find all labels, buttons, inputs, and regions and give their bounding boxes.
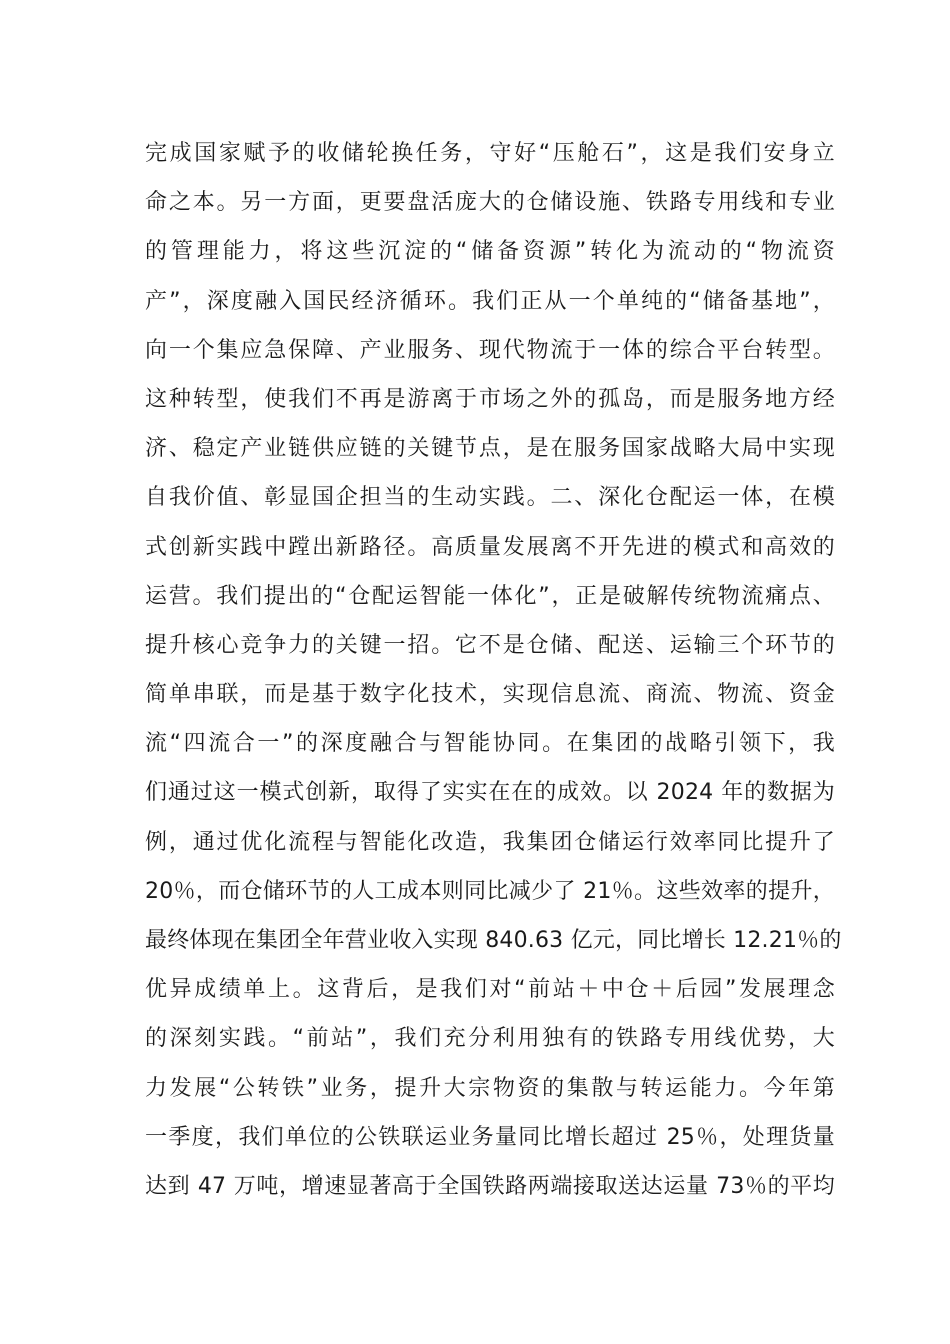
text-line: 力发展“公转铁”业务，提升大宗物资的集散与转运能力。今年第 [145, 1075, 835, 1101]
text-line: 达到 47 万吨，增速显著高于全国铁路两端接取送达运量 73％的平均 [145, 1173, 835, 1199]
text-line: 例，通过优化流程与智能化改造，我集团仓储运行效率同比提升了 [145, 829, 835, 855]
text-line: 向一个集应急保障、产业服务、现代物流于一体的综合平台转型。 [145, 337, 835, 363]
text-line: 产”，深度融入国民经济循环。我们正从一个单纯的“储备基地”， [145, 288, 835, 314]
text-line: 的深刻实践。“前站”，我们充分利用独有的铁路专用线优势，大 [145, 1026, 835, 1052]
text-line: 式创新实践中蹚出新路径。高质量发展离不开先进的模式和高效的 [145, 534, 835, 560]
text-line: 运营。我们提出的“仓配运智能一体化”，正是破解传统物流痛点、 [145, 583, 835, 609]
text-line: 的管理能力，将这些沉淀的“储备资源”转化为流动的“物流资 [145, 239, 835, 265]
text-line: 们通过这一模式创新，取得了实实在在的成效。以 2024 年的数据为 [145, 780, 835, 806]
text-line: 命之本。另一方面，更要盘活庞大的仓储设施、铁路专用线和专业 [145, 190, 835, 216]
text-line: 完成国家赋予的收储轮换任务，守好“压舱石”，这是我们安身立 [145, 141, 835, 166]
text-line: 提升核心竞争力的关键一招。它不是仓储、配送、运输三个环节的 [145, 632, 835, 658]
text-line: 20％，而仓储环节的人工成本则同比减少了 21％。这些效率的提升， [145, 878, 835, 904]
text-line: 优异成绩单上。这背后，是我们对“前站＋中仓＋后园”发展理念 [145, 977, 835, 1003]
text-line: 济、稳定产业链供应链的关键节点，是在服务国家战略大局中实现 [145, 436, 835, 462]
text-line: 最终体现在集团全年营业收入实现 840.63 亿元，同比增长 12.21％的 [145, 928, 842, 953]
text-line: 一季度，我们单位的公铁联运业务量同比增长超过 25％，处理货量 [145, 1124, 835, 1150]
text-line: 自我价值、彰显国企担当的生动实践。二、深化仓配运一体，在模 [145, 485, 835, 511]
text-line: 这种转型，使我们不再是游离于市场之外的孤岛，而是服务地方经 [145, 386, 835, 412]
text-line: 简单串联，而是基于数字化技术，实现信息流、商流、物流、资金 [145, 682, 835, 708]
body-text [145, 129, 842, 1211]
text-line: 流“四流合一”的深度融合与智能协同。在集团的战略引领下，我 [145, 731, 835, 757]
